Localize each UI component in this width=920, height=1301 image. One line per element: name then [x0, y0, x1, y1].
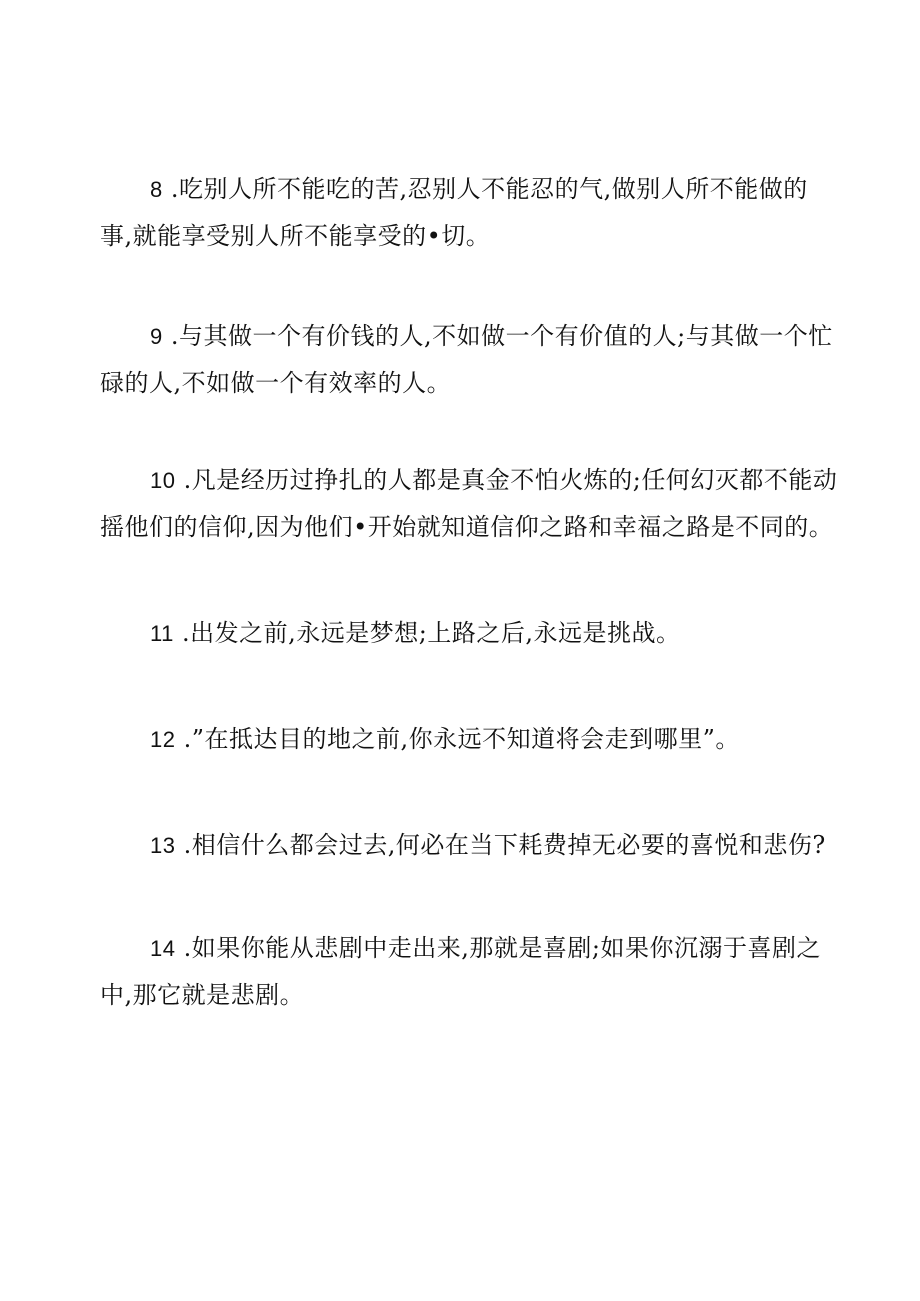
paragraph-8 [100, 166, 825, 260]
paragraph-line [100, 822, 825, 869]
item-number: 14 [150, 936, 176, 961]
paragraph-line [100, 166, 825, 213]
item-number: 11 [150, 621, 174, 646]
paragraph-text: .出发之前,永远是梦想;上路之后,永远是挑战。 [173, 619, 681, 647]
paragraph-10 [100, 457, 838, 551]
paragraph-12 [100, 716, 825, 763]
paragraph-text: .相信什么都会过去,何必在当下耗费掉无必要的喜悦和悲伤? [175, 831, 826, 859]
item-number: 8 [150, 177, 163, 202]
paragraph-9 [100, 313, 833, 407]
paragraph-line [100, 716, 825, 763]
paragraph-line: 摇他们的信仰,因为他们•开始就知道信仰之路和幸福之路是不同的。 [100, 513, 834, 541]
paragraph-line [100, 610, 825, 657]
paragraph-line [100, 457, 838, 504]
item-number: 9 [150, 324, 163, 349]
paragraph-text: .与其做一个有价钱的人,不如做一个有价值的人;与其做一个忙 [162, 322, 833, 350]
item-number: 12 [150, 727, 176, 752]
paragraph-line: 中,那它就是悲剧。 [100, 981, 305, 1009]
paragraph-text: .如果你能从悲剧中走出来,那就是喜剧;如果你沉溺于喜剧之 [175, 934, 821, 962]
paragraph-text: .”在抵达目的地之前,你永远不知道将会走到哪里”。 [175, 725, 740, 753]
item-number: 13 [150, 833, 176, 858]
paragraph-line: 事,就能享受别人所不能享受的•切。 [100, 222, 491, 250]
paragraph-13 [100, 822, 825, 869]
paragraph-line [100, 925, 825, 972]
paragraph-line [100, 313, 833, 360]
paragraph-text: .吃别人所不能吃的苦,忍别人不能忍的气,做别人所不能做的 [162, 175, 808, 203]
item-number: 10 [150, 468, 176, 493]
paragraph-14 [100, 925, 825, 1019]
paragraph-text: .凡是经历过挣扎的人都是真金不怕火炼的;任何幻灭都不能动 [175, 466, 838, 494]
paragraph-11 [100, 610, 825, 657]
paragraph-line: 碌的人,不如做一个有效率的人。 [100, 369, 452, 397]
